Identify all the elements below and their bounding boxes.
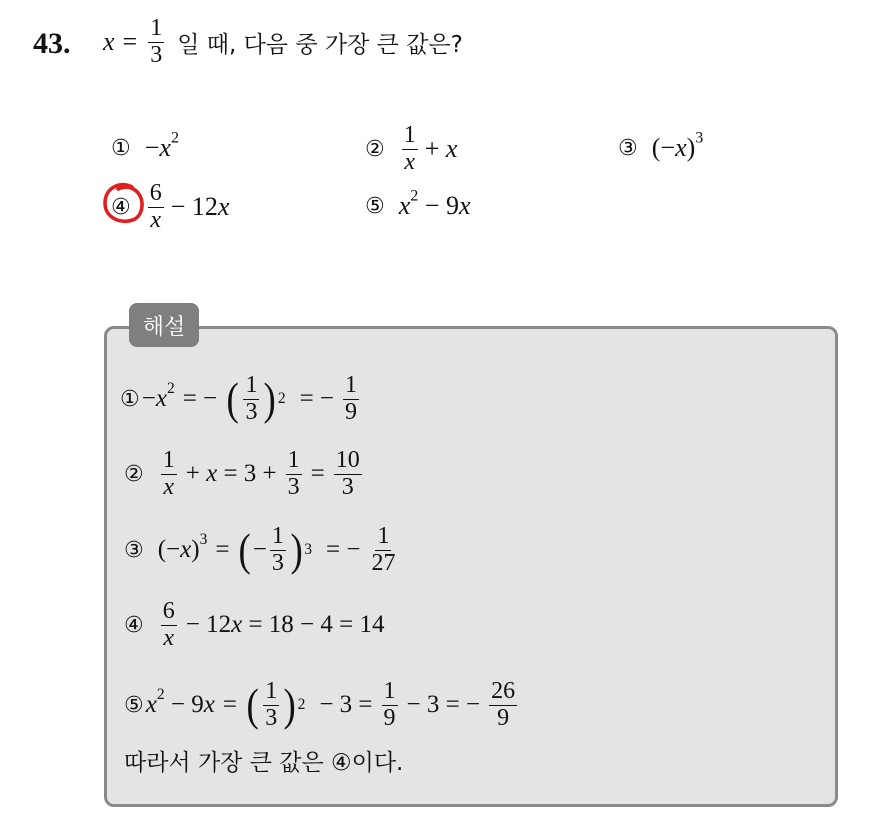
choice-1-marker: ①	[111, 135, 131, 161]
condition-equals: =	[122, 27, 138, 56]
solution-line-4: ④ $\frac{6}{x}$ − 12x = 18 − 4 = 14	[124, 598, 385, 651]
condition-fraction	[148, 16, 164, 67]
choice-4[interactable]: ④ $\frac{6}{x}$ − 12x	[111, 180, 230, 233]
solution-line-3: ③ $(-x)^3$ = ( − $\frac{1}{3}$ ) 3 = − $\frac{1}{27}$	[124, 523, 396, 576]
question-condition	[103, 14, 463, 70]
choice-2-marker: ②	[365, 136, 385, 162]
solution-line-1: ① $-x^2$ = − ( $\frac{1}{3}$ ) 2 = − $\frac{1}{9}$	[120, 372, 358, 425]
question-text: 일 때, 다음 중 가장 큰 값은?	[177, 31, 463, 58]
choice-5-marker: ⑤	[365, 193, 385, 219]
choice-3[interactable]: ③ $(-x)^3$	[618, 129, 704, 162]
solution-line-2: ② $\frac{1}{x}$ + x = 3 + $\frac{1}{3}$ = $\frac{10}{3}$	[124, 447, 360, 500]
solution-conclusion: 따라서 가장 큰 값은 ④이다.	[124, 750, 404, 776]
answer-mark-circle	[101, 181, 147, 227]
condition-denominator: 3	[150, 41, 163, 68]
condition-numerator: 1	[150, 15, 163, 42]
choice-1[interactable]: ① $-x^2$	[111, 129, 180, 162]
choice-4-marker: ④	[111, 194, 131, 220]
solution-line-5: ⑤ $x^2 - 9x$ = ( $\frac{1}{3}$ ) 2 − 3 = $\frac{1}{9}$ − 3 = − $\frac{26}{9}$	[124, 678, 516, 731]
solution-tag: 해설	[129, 303, 199, 347]
condition-variable: x	[103, 27, 115, 56]
choice-2[interactable]: ② $\frac{1}{x}$ + x	[365, 122, 458, 175]
choice-5[interactable]: ⑤ $x^2 - 9x$	[365, 187, 471, 220]
choice-3-marker: ③	[618, 135, 638, 161]
question-number: 43.	[33, 27, 71, 60]
